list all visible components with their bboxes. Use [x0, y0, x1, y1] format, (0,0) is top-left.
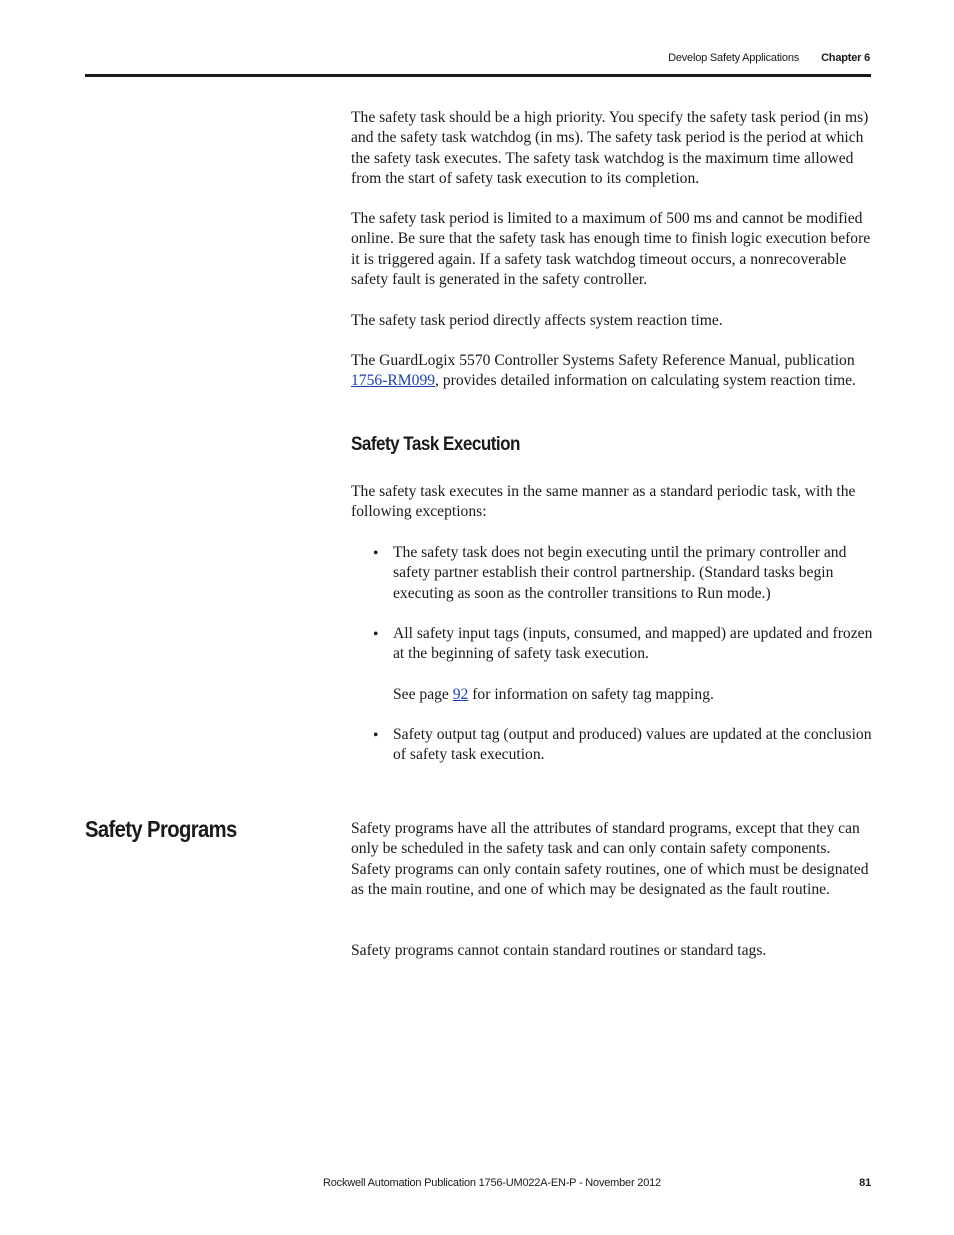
header-section-title: Develop Safety Applications: [668, 52, 800, 64]
p4-text-after: , provides detailed information on calculating system reaction time.: [435, 372, 856, 390]
header-rule: [85, 74, 871, 77]
see-page-note: [393, 685, 873, 705]
safety-programs-heading: Safety Programs: [85, 816, 237, 842]
safety-programs-paragraph-1: Safety programs have all the attributes of standard programs, except that they can only be scheduled in the safety task and can only contain safety components. Safety programs can only contain safety routines, one of which must be designated as the main routine, and one of which may be designated as the fault routine.: [351, 820, 869, 899]
bullet-item-2: All safety input tags (inputs, consumed, and mapped) are updated and frozen at the beginning of safety task execution.: [393, 625, 873, 663]
page-number: 81: [859, 1177, 871, 1189]
see-text-before: See page: [393, 686, 453, 703]
safety-task-execution-intro: The safety task executes in the same manner as a standard periodic task, with the following exceptions:: [351, 483, 856, 521]
safety-programs-paragraph-2: Safety programs cannot contain standard routines or standard tags.: [351, 942, 767, 959]
intro-paragraph-2: The safety task period is limited to a maximum of 500 ms and cannot be modified online. Be sure that the safety task has enough time to finish logic execution before it is triggered again. If a safety task watchdog timeout occurs, a nonrecoverable safety fault is generated in the safety controller.: [351, 210, 871, 289]
intro-paragraph-3: The safety task period directly affects system reaction time.: [351, 312, 723, 329]
bullet-marker: •: [373, 626, 379, 643]
rm099-link[interactable]: 1756-RM099: [351, 372, 436, 390]
header-chapter: Chapter 6: [821, 52, 870, 64]
intro-paragraph-1: The safety task should be a high priority. You specify the safety task period (in ms) and the safety task watchdog (in ms). The safety task period is the period at which the safety task executes. The safety task watchdog is the maximum time allowed from the start of safety task execution to its completion.: [351, 109, 869, 188]
bullet-item-3: Safety output tag (output and produced) values are updated at the conclusion of safety task execution.: [393, 726, 872, 764]
page-92-link[interactable]: 92: [452, 686, 469, 703]
safety-task-execution-heading: Safety Task Execution: [351, 434, 520, 455]
intro-paragraph-4: [351, 351, 873, 392]
footer-publication: Rockwell Automation Publication 1756-UM022A-EN-P - November 2012: [323, 1177, 661, 1189]
see-text-after: for information on safety tag mapping.: [468, 686, 714, 703]
running-header: [668, 52, 870, 64]
bullet-marker: •: [373, 727, 379, 744]
bullet-item-1: The safety task does not begin executing until the primary controller and safety partner establish their control partnership. (Standard tasks begin executing as soon as the controller transitions to Run mode.): [393, 544, 847, 602]
bullet-marker: •: [373, 545, 379, 562]
p4-text-before: The GuardLogix 5570 Controller Systems Safety Reference Manual, publication: [351, 352, 855, 369]
